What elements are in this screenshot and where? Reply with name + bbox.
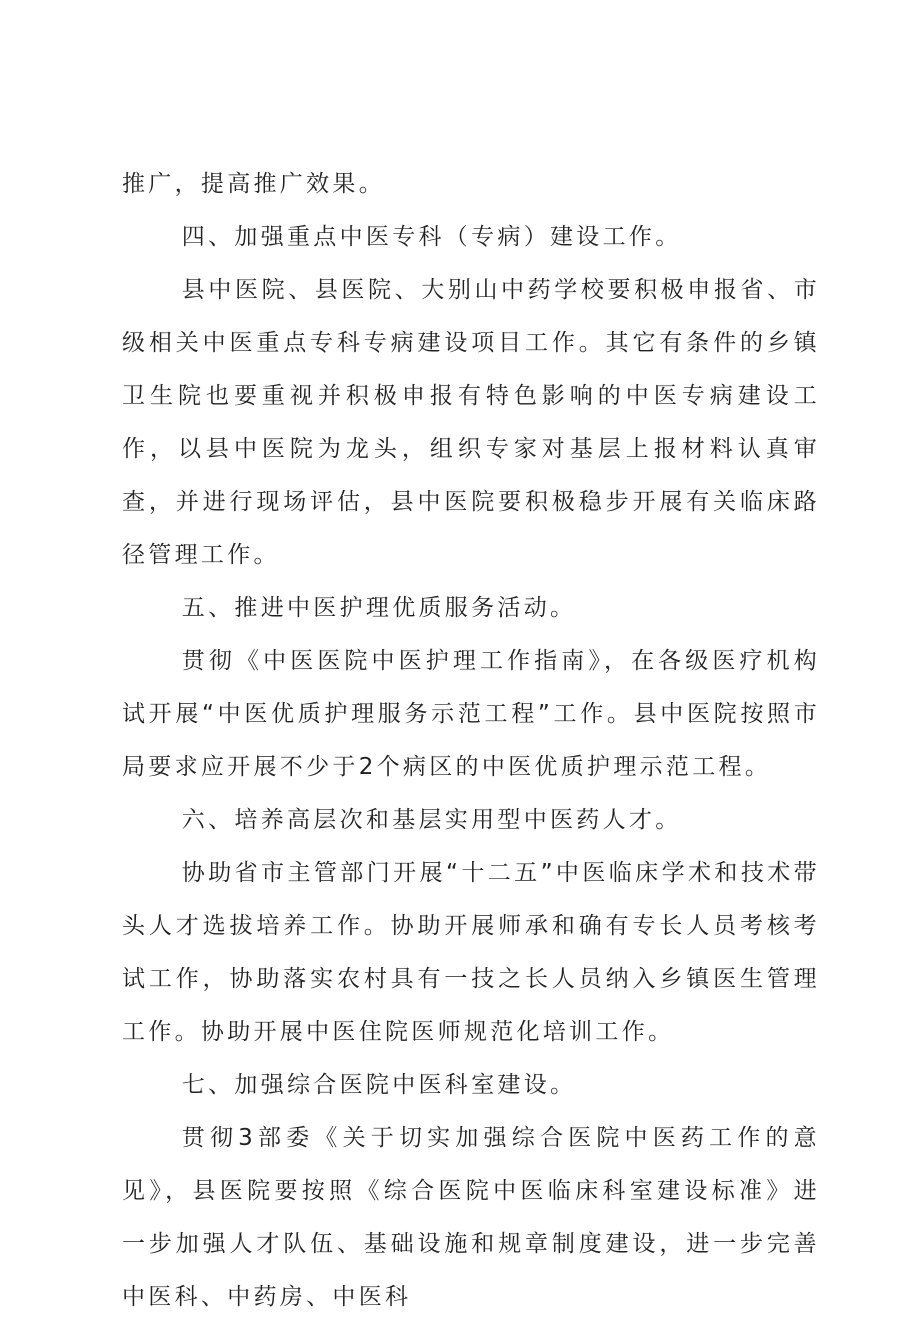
section-heading-5: 五、推进中医护理优质服务活动。 [181, 595, 577, 621]
section-body-5: 贯彻《中医医院中医护理工作指南》，在各级医疗机构试开展“中医优质护理服务示范工程”工作。县中医院按照市局要求应开展不少于2个病区的中医优质护理示范工程。 [122, 648, 820, 780]
section-heading-6: 六、培养高层次和基层实用型中医药人才。 [181, 807, 682, 833]
section-heading-4: 四、加强重点中医专科（专病）建设工作。 [181, 224, 682, 250]
paragraph-continuation: 推广，提高推广效果。 [122, 171, 385, 197]
section-body-7: 贯彻3部委《关于切实加强综合医院中医药工作的意见》，县医院要按照《综合医院中医临床科室建设标准》进一步加强人才队伍、基础设施和规章制度建设，进一步完善中医科、中药房、中医科 [122, 1125, 820, 1310]
section-heading-7: 七、加强综合医院中医科室建设。 [181, 1072, 577, 1098]
document-body [122, 158, 820, 1324]
section-body-6: 协助省市主管部门开展“十二五”中医临床学术和技术带头人才选拔培养工作。协助开展师承和确有专长人员考核考试工作，协助落实农村具有一技之长人员纳入乡镇医生管理工作。协助开展中医住院医师规范化培训工作。 [122, 860, 820, 1045]
section-body-4: 县中医院、县医院、大别山中药学校要积极申报省、市级相关中医重点专科专病建设项目工作。其它有条件的乡镇卫生院也要重视并积极申报有特色影响的中医专病建设工作，以县中医院为龙头，组织专家对基层上报材料认真审查，并进行现场评估，县中医院要积极稳步开展有关临床路径管理工作。 [122, 277, 820, 568]
